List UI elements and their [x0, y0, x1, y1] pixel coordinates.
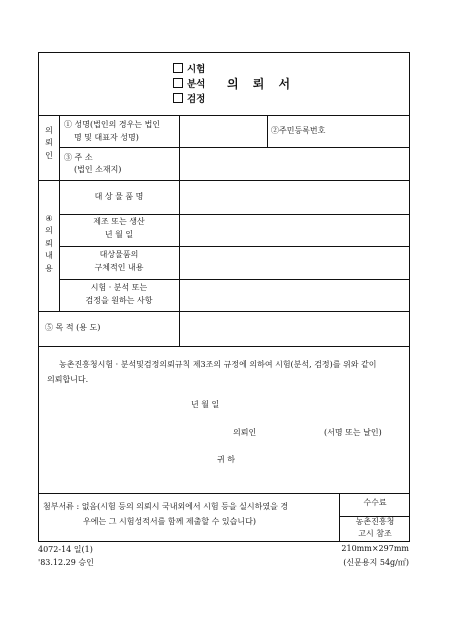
statement-text: 농촌진흥청시험 · 분석및검정의뢰규칙 제3조의 규정에 의하여 시험(분석, 검정)를 위와 같이: [59, 360, 377, 369]
item-details-label: 대상물품의: [99, 250, 139, 259]
divider: [39, 311, 409, 312]
divider: [39, 493, 409, 494]
item-details-field[interactable]: [181, 250, 407, 276]
item-name-label: 대 상 물 품 명: [94, 192, 144, 201]
production-date-field[interactable]: [181, 218, 407, 244]
form-title: 의 뢰 서: [227, 77, 291, 91]
rrn-label: ②주민등록번호: [271, 126, 326, 135]
item-name-field[interactable]: [181, 184, 407, 210]
paper-size: 210mm×297mm: [341, 544, 409, 553]
date-line: 년 월 일: [191, 400, 220, 409]
checkbox-test[interactable]: [173, 63, 183, 73]
name-label-continued: 명 및 대표자 성명): [74, 133, 139, 142]
requested-items-field[interactable]: [181, 283, 407, 309]
divider: [59, 246, 409, 247]
requested-items-label-continued: 검정을 원하는 사항: [85, 296, 153, 305]
fee-label: 수수료: [363, 498, 387, 507]
divider: [59, 115, 60, 311]
item-details-label-continued: 구체적인 내용: [94, 263, 144, 272]
signature-label: (서명 또는 날인): [324, 428, 382, 437]
attachments-text: 첨부서류 : 없음(시험 등의 의뢰시 국내외에서 시험 등을 실시하였을 경: [43, 502, 289, 511]
divider: [267, 115, 268, 147]
applicant-section-label: 의 뢰 인: [45, 126, 53, 160]
address-label: ③ 주 소: [64, 153, 93, 162]
checkbox-inspection[interactable]: [173, 93, 183, 103]
fee-value-continued: 고시 참조: [358, 529, 392, 538]
purpose-label: ⑤ 목 적 (용 도): [45, 323, 101, 332]
request-form: [38, 52, 410, 542]
production-date-label-continued: 년 월 일: [104, 230, 134, 239]
request-section-label: ④ 의 뢰 내 용: [45, 214, 53, 273]
rrn-field[interactable]: [344, 119, 408, 145]
requested-items-label: 시험 · 분석 또는: [90, 283, 148, 292]
attachments-text-continued: 우에는 그 시험성적서를 함께 제출할 수 있습니다): [83, 517, 256, 526]
divider: [59, 214, 409, 215]
checkbox-analysis[interactable]: [173, 78, 183, 88]
divider: [39, 180, 409, 181]
name-label: ① 성명(법인의 경우는 법인: [64, 120, 161, 129]
statement-text-continued: 의뢰합니다.: [47, 375, 89, 384]
fee-value: 농촌진흥청: [355, 517, 395, 526]
recipient-label: 귀 하: [217, 455, 235, 464]
divider: [59, 279, 409, 280]
address-field[interactable]: [181, 151, 407, 177]
name-field[interactable]: [181, 119, 265, 145]
purpose-field[interactable]: [181, 315, 407, 343]
divider: [39, 346, 409, 347]
paper-type: (신문용지 54g/㎡): [343, 558, 409, 567]
requester-label: 의뢰인: [233, 428, 257, 437]
form-number: 4072-14 일(1): [38, 545, 93, 554]
option-analysis[interactable]: 분석: [173, 78, 205, 92]
option-inspection[interactable]: 검정: [173, 93, 205, 107]
production-date-label: 제조 또는 생산: [93, 217, 145, 226]
divider: [39, 115, 409, 116]
option-test[interactable]: 시험: [173, 63, 205, 77]
divider: [59, 147, 409, 148]
approval-date: '83.12.29 승인: [38, 558, 94, 567]
divider: [179, 115, 180, 346]
address-label-continued: (법인 소재지): [74, 165, 122, 174]
